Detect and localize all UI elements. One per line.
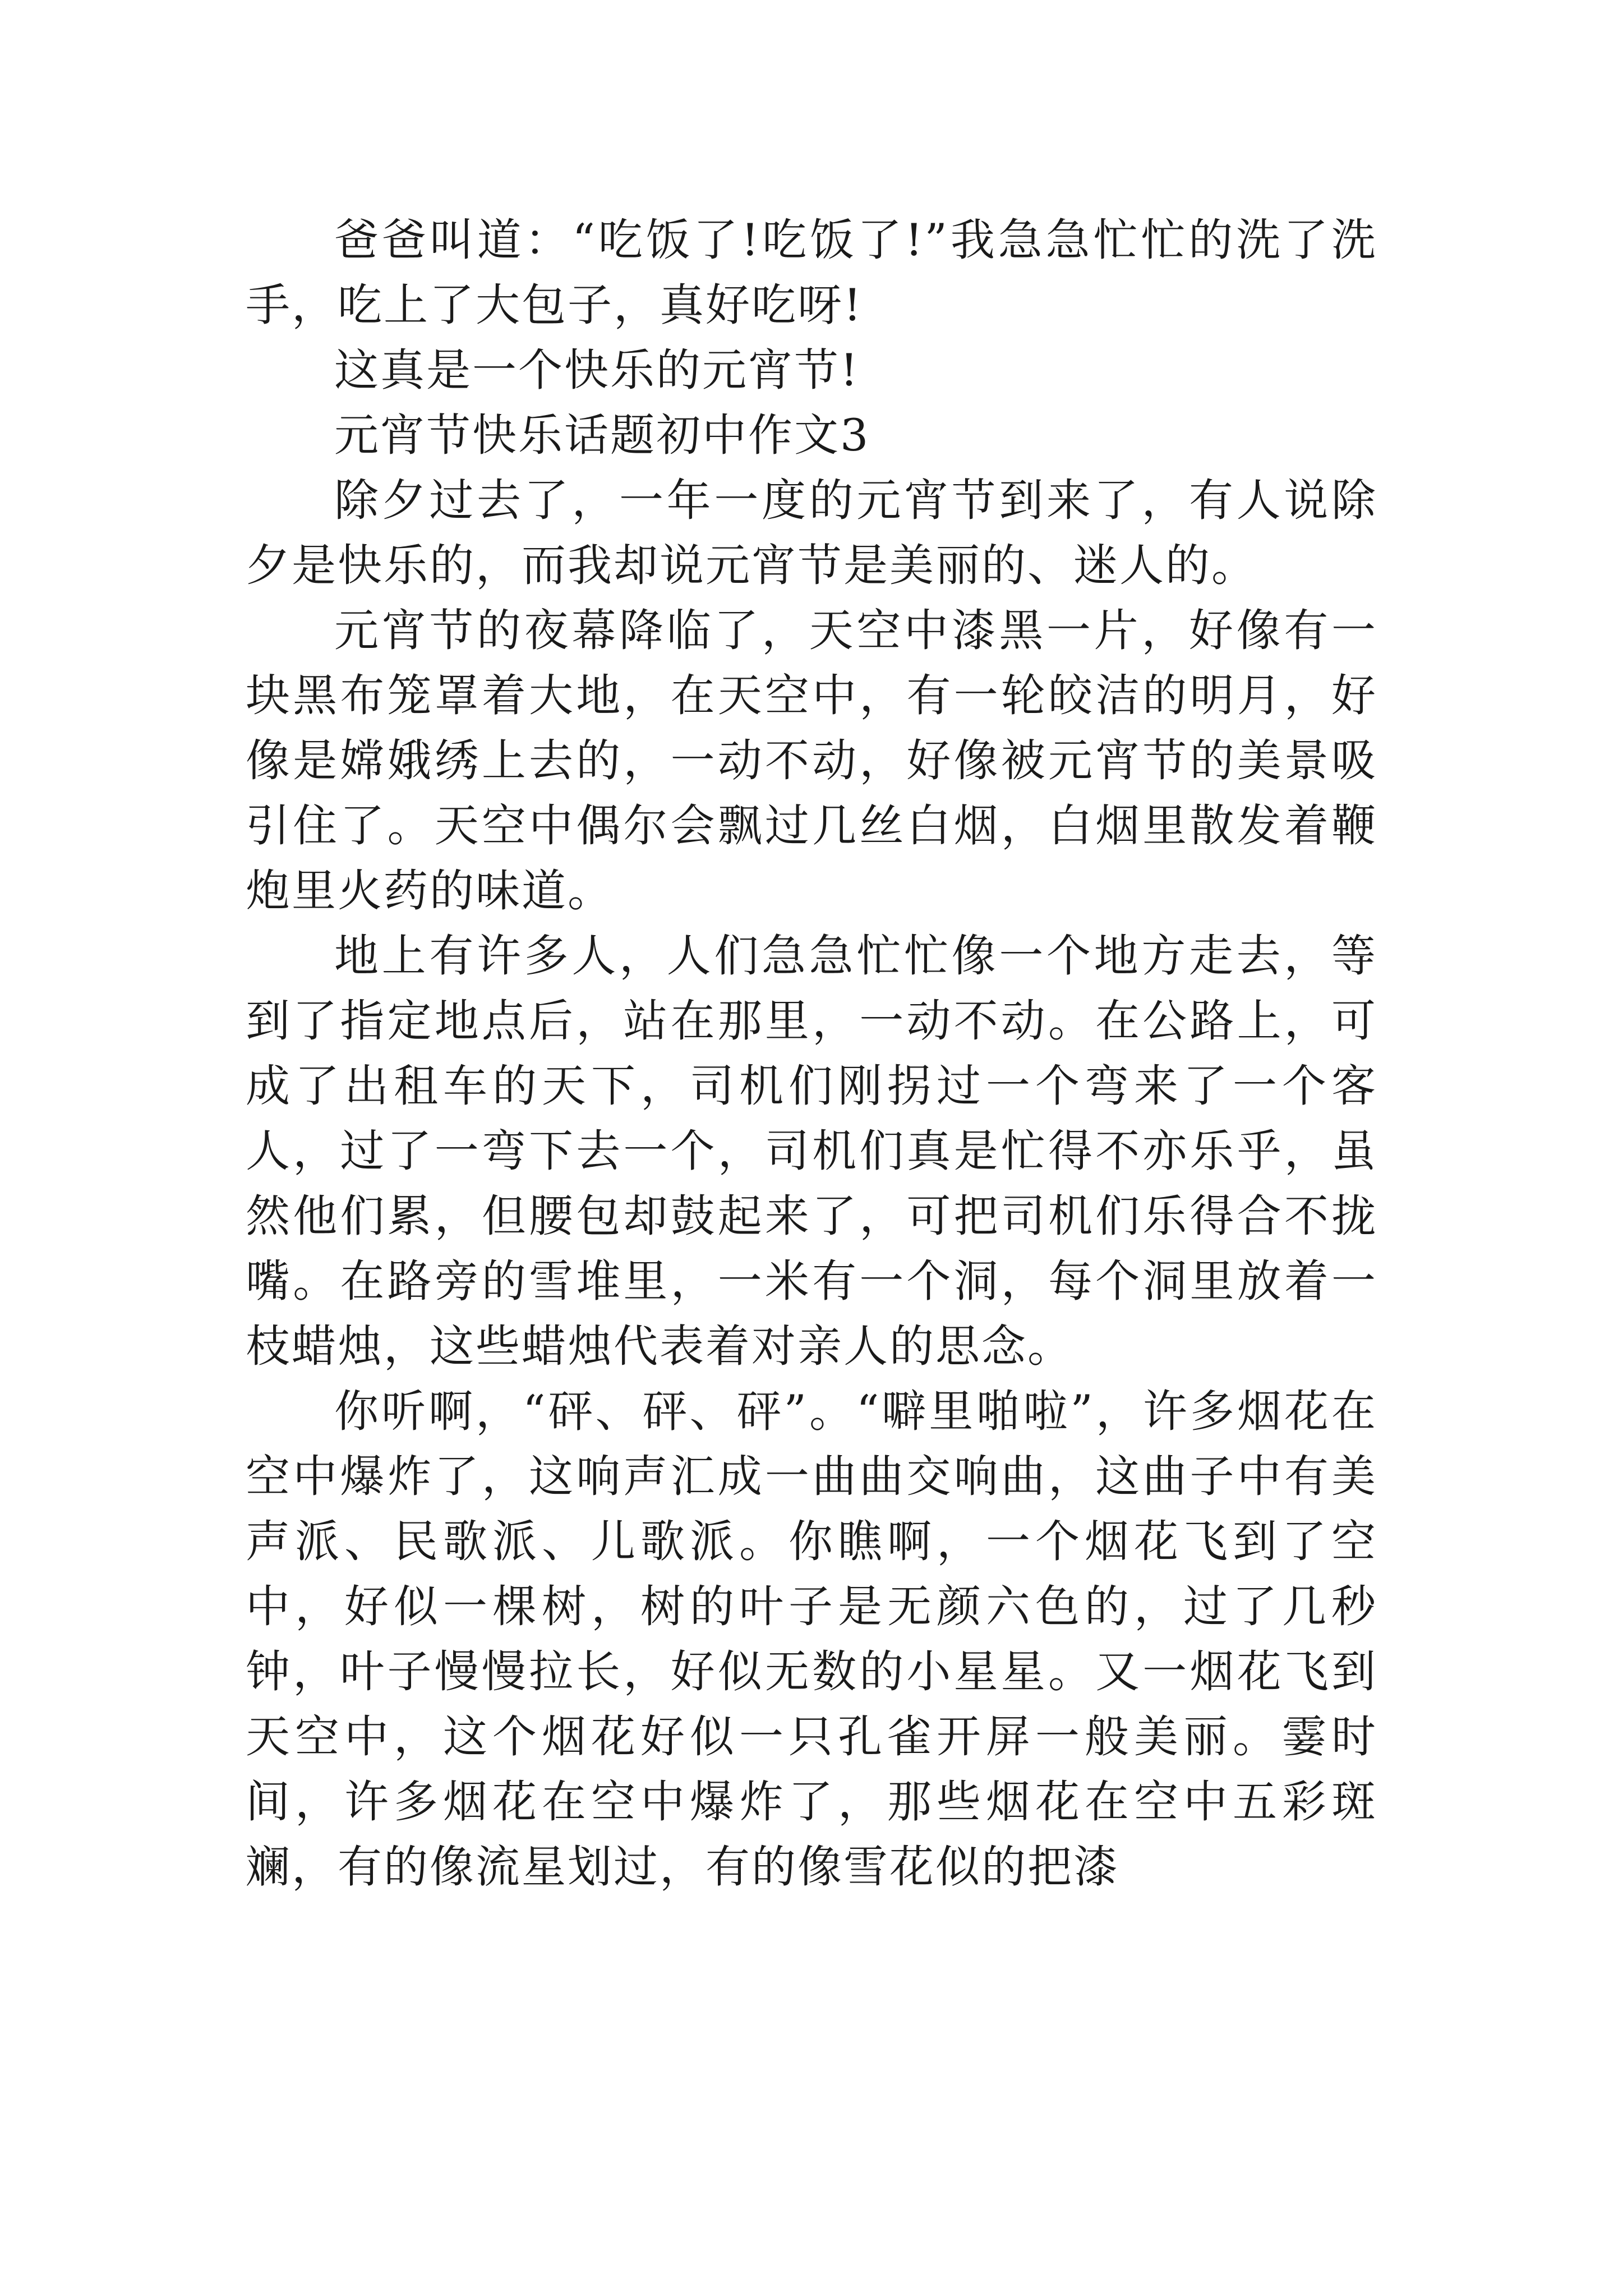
document-body [246, 208, 1377, 1899]
paragraph-intro: 除夕过去了，一年一度的元宵节到来了，有人说除夕是快乐的，而我却说元宵节是美丽的、迷人的。 [246, 475, 1377, 591]
paragraph-dinner-call: 爸爸叫道：“吃饭了!吃饭了!”我急急忙忙的洗了洗手，吃上了大包子，真好吃呀! [246, 214, 1377, 331]
paragraph-night-sky: 元宵节的夜幕降临了，天空中漆黑一片，好像有一块黑布笼罩着大地，在天空中，有一轮皎洁的明月，好像是嫦娥绣上去的，一动不动，好像被元宵节的美景吸引住了。天空中偶尔会飘过几丝白烟，白烟里散发着鞭炮里火药的味道。 [246, 605, 1377, 917]
paragraph-happy-festival: 这真是一个快乐的元宵节! [334, 344, 860, 396]
paragraph-fireworks: 你听啊，“砰、砰、砰”。“噼里啪啦”，许多烟花在空中爆炸了，这响声汇成一曲曲交响曲，这曲子中有美声派、民歌派、儿歌派。你瞧啊，一个烟花飞到了空中，好似一棵树，树的叶子是无颜六色的，过了几秒钟，叶子慢慢拉长，好似无数的小星星。又一烟花飞到天空中，这个烟花好似一只孔雀开屏一般美丽。霎时间，许多烟花在空中爆炸了，那些烟花在空中五彩斑斓，有的像流星划过，有的像雪花似的把漆 [246, 1386, 1377, 1893]
paragraph-streets: 地上有许多人，人们急急忙忙像一个地方走去，等到了指定地点后，站在那里，一动不动。在公路上，可成了出租车的天下，司机们刚拐过一个弯来了一个客人，过了一弯下去一个，司机们真是忙得不亦乐乎，虽然他们累，但腰包却鼓起来了，可把司机们乐得合不拢嘴。在路旁的雪堆里，一米有一个洞，每个洞里放着一枝蜡烛，这些蜡烛代表着对亲人的思念。 [246, 930, 1377, 1372]
essay-title: 元宵节快乐话题初中作文3 [334, 409, 870, 461]
